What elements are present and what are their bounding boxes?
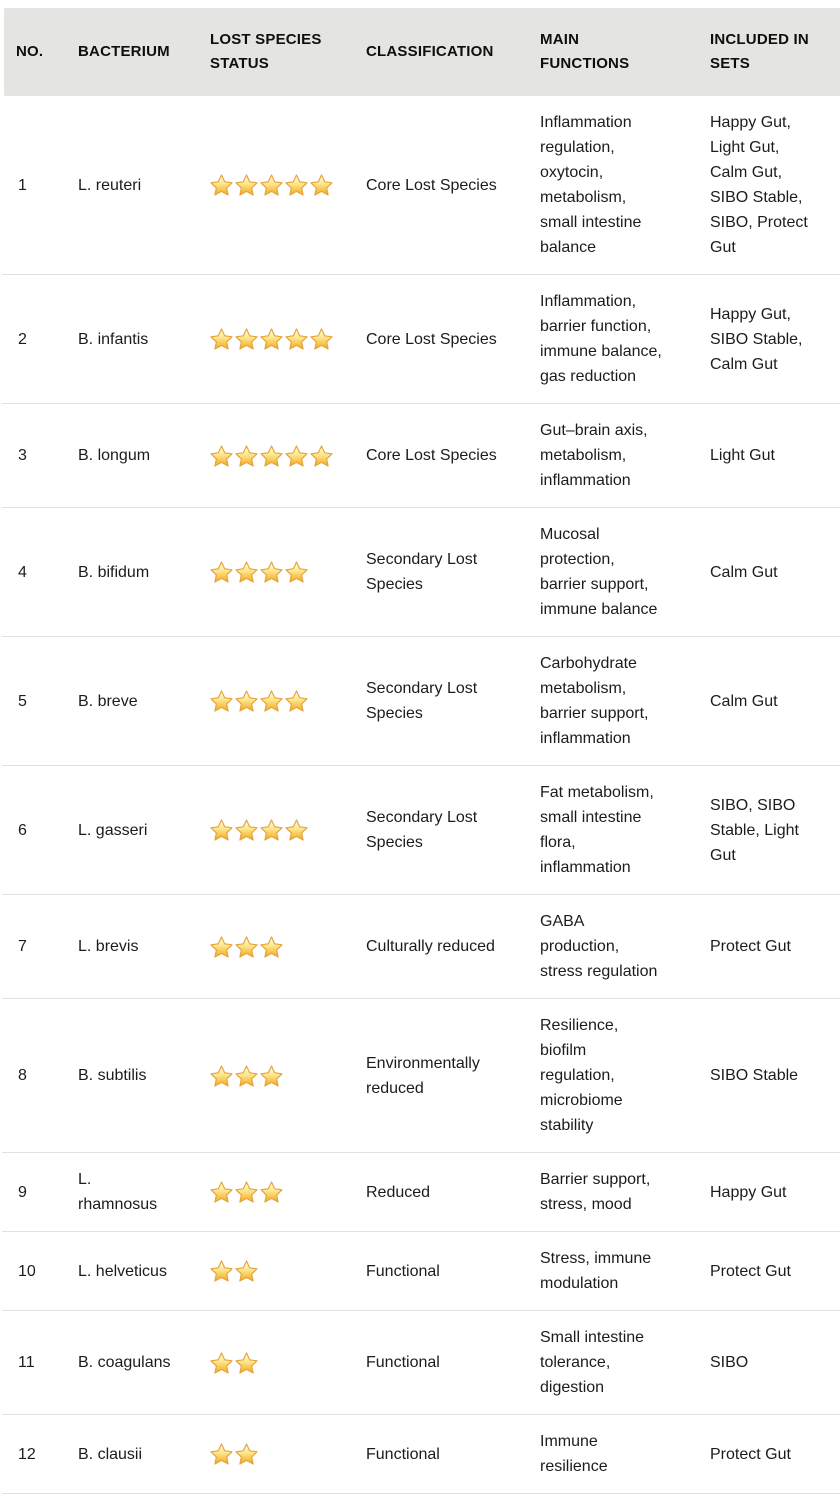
cell-sets: SIBO [710,1311,840,1415]
star-icon [260,445,283,467]
cell-functions: Mucosal protection, barrier support, immune balance [540,508,710,637]
cell-functions: Resilience, biofilm regulation, microbiome stability [540,999,710,1153]
cell-status [210,275,366,404]
cell-status [210,895,366,999]
cell-bacterium: B. longum [78,404,210,508]
column-header-bacterium: BACTERIUM [78,8,210,96]
cell-functions: Fat metabolism, small intestine flora, inflammation [540,766,710,895]
star-icon [210,1443,233,1465]
cell-functions: Carbohydrate metabolism, barrier support, inflammation [540,637,710,766]
cell-no: 8 [2,999,78,1153]
bacteria-table [0,8,840,1494]
table-row [2,999,840,1153]
cell-status [210,999,366,1153]
star-icon [310,328,333,350]
table-row [2,508,840,637]
star-icon [235,690,258,712]
star-rating [210,1065,358,1087]
cell-bacterium: L. gasseri [78,766,210,895]
table-row [2,1232,840,1311]
cell-bacterium: B. subtilis [78,999,210,1153]
cell-sets: Calm Gut [710,637,840,766]
cell-functions: Small intestine tolerance, digestion [540,1311,710,1415]
star-icon [235,1352,258,1374]
cell-sets: SIBO, SIBO Stable, Light Gut [710,766,840,895]
cell-bacterium: L. rhamnosus [78,1153,210,1232]
cell-bacterium: L. brevis [78,895,210,999]
cell-classification: Core Lost Species [366,404,540,508]
column-header-status: LOST SPECIES STATUS [210,8,366,96]
column-header-no: NO. [2,8,78,96]
header-row [2,8,840,96]
cell-bacterium: B. infantis [78,275,210,404]
cell-classification: Secondary Lost Species [366,508,540,637]
cell-status [210,404,366,508]
star-rating [210,690,358,712]
star-icon [210,690,233,712]
cell-classification: Core Lost Species [366,275,540,404]
star-icon [235,1260,258,1282]
cell-no: 1 [2,96,78,275]
cell-functions: GABA production, stress regulation [540,895,710,999]
star-rating [210,1443,358,1465]
star-rating [210,819,358,841]
cell-no: 3 [2,404,78,508]
column-header-sets: INCLUDED IN SETS [710,8,840,96]
star-rating [210,1352,358,1374]
cell-sets: Happy Gut, SIBO Stable, Calm Gut [710,275,840,404]
star-icon [235,936,258,958]
cell-no: 11 [2,1311,78,1415]
star-icon [260,1065,283,1087]
cell-status [210,1415,366,1494]
star-icon [260,1181,283,1203]
cell-bacterium: L. reuteri [78,96,210,275]
table-row [2,275,840,404]
star-icon [260,174,283,196]
star-icon [235,445,258,467]
star-icon [235,174,258,196]
star-icon [310,445,333,467]
table-row [2,766,840,895]
star-rating [210,445,358,467]
cell-no: 5 [2,637,78,766]
cell-functions: Inflammation regulation, oxytocin, metabolism, small intestine balance [540,96,710,275]
cell-classification: Reduced [366,1153,540,1232]
table-row [2,1153,840,1232]
cell-sets: Calm Gut [710,508,840,637]
cell-no: 4 [2,508,78,637]
star-icon [260,328,283,350]
cell-no: 10 [2,1232,78,1311]
star-icon [285,690,308,712]
table-row [2,895,840,999]
cell-bacterium: L. helveticus [78,1232,210,1311]
cell-functions: Gut–brain axis, metabolism, inflammation [540,404,710,508]
star-icon [210,445,233,467]
cell-functions: Stress, immune modulation [540,1232,710,1311]
cell-classification: Core Lost Species [366,96,540,275]
star-icon [235,328,258,350]
cell-sets: Protect Gut [710,1232,840,1311]
table-row [2,637,840,766]
cell-status [210,1232,366,1311]
star-icon [210,819,233,841]
cell-functions: Barrier support, stress, mood [540,1153,710,1232]
star-rating [210,174,358,196]
star-rating [210,1260,358,1282]
star-rating [210,1181,358,1203]
star-icon [210,328,233,350]
cell-sets: Happy Gut, Light Gut, Calm Gut, SIBO Stable, SIBO, Protect Gut [710,96,840,275]
star-icon [210,1352,233,1374]
cell-no: 2 [2,275,78,404]
cell-bacterium: B. bifidum [78,508,210,637]
star-icon [210,561,233,583]
cell-classification: Secondary Lost Species [366,766,540,895]
table-row [2,1415,840,1494]
star-icon [285,445,308,467]
star-icon [235,561,258,583]
star-icon [235,1181,258,1203]
cell-status [210,96,366,275]
cell-sets: Happy Gut [710,1153,840,1232]
star-icon [285,561,308,583]
star-icon [210,1181,233,1203]
cell-functions: Immune resilience [540,1415,710,1494]
cell-sets: Protect Gut [710,895,840,999]
star-icon [235,1443,258,1465]
cell-no: 12 [2,1415,78,1494]
star-icon [210,1260,233,1282]
star-icon [260,819,283,841]
cell-classification: Secondary Lost Species [366,637,540,766]
cell-status [210,637,366,766]
cell-classification: Functional [366,1415,540,1494]
cell-classification: Culturally reduced [366,895,540,999]
star-icon [285,328,308,350]
table-header [2,8,840,96]
star-icon [235,819,258,841]
cell-sets: Protect Gut [710,1415,840,1494]
cell-sets: Light Gut [710,404,840,508]
star-icon [310,174,333,196]
table-row [2,1311,840,1415]
star-rating [210,561,358,583]
column-header-functions: MAIN FUNCTIONS [540,8,710,96]
star-icon [260,936,283,958]
star-icon [210,1065,233,1087]
cell-classification: Environmentally reduced [366,999,540,1153]
star-icon [210,936,233,958]
cell-classification: Functional [366,1232,540,1311]
table-body [2,96,840,1494]
cell-status [210,1311,366,1415]
star-icon [285,819,308,841]
cell-status [210,1153,366,1232]
cell-bacterium: B. breve [78,637,210,766]
cell-bacterium: B. coagulans [78,1311,210,1415]
cell-status [210,766,366,895]
cell-no: 6 [2,766,78,895]
star-rating [210,328,358,350]
star-icon [210,174,233,196]
cell-classification: Functional [366,1311,540,1415]
cell-status [210,508,366,637]
star-icon [235,1065,258,1087]
cell-sets: SIBO Stable [710,999,840,1153]
cell-functions: Inflammation, barrier function, immune balance, gas reduction [540,275,710,404]
star-icon [285,174,308,196]
star-rating [210,936,358,958]
cell-no: 9 [2,1153,78,1232]
table-row [2,404,840,508]
star-icon [260,690,283,712]
cell-bacterium: B. clausii [78,1415,210,1494]
column-header-classification: CLASSIFICATION [366,8,540,96]
star-icon [260,561,283,583]
table-row [2,96,840,275]
cell-no: 7 [2,895,78,999]
